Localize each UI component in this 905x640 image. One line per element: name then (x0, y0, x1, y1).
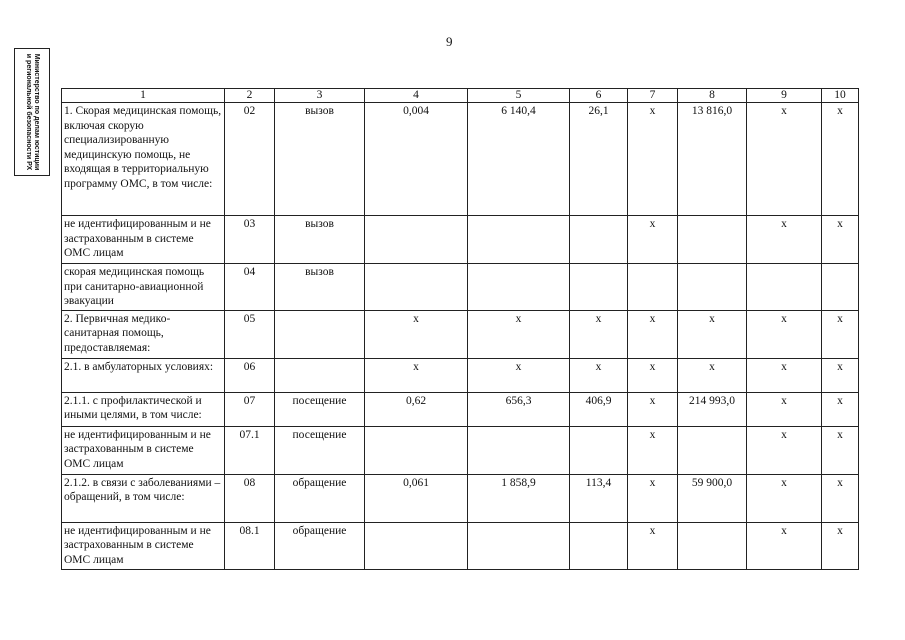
table-cell: х (747, 474, 822, 522)
row-label-cell: 2.1. в амбулаторных условиях: (62, 358, 225, 392)
table-cell: 02 (225, 103, 275, 216)
table-cell (365, 216, 468, 264)
table-cell: х (822, 522, 859, 569)
table-cell: 59 900,0 (678, 474, 747, 522)
table-cell: х (747, 392, 822, 426)
table-cell: х (678, 358, 747, 392)
header-row (62, 89, 859, 103)
table-row (62, 474, 859, 522)
column-header: 10 (822, 89, 859, 103)
table-cell: х (365, 310, 468, 358)
table-cell: 0,004 (365, 103, 468, 216)
table-cell: х (747, 310, 822, 358)
table-cell: х (822, 474, 859, 522)
table-row (62, 358, 859, 392)
table-cell: х (365, 358, 468, 392)
table-cell: х (747, 522, 822, 569)
column-header: 7 (628, 89, 678, 103)
table-cell: х (822, 310, 859, 358)
table-cell: х (628, 103, 678, 216)
table-cell: вызов (275, 216, 365, 264)
table-cell: х (747, 216, 822, 264)
column-header: 9 (747, 89, 822, 103)
table-row (62, 522, 859, 569)
table-cell (275, 358, 365, 392)
row-label-cell: 2.1.1. с профилактической и иными целями, в том числе: (62, 392, 225, 426)
table-cell (468, 426, 570, 474)
table-cell: х (747, 358, 822, 392)
column-header: 3 (275, 89, 365, 103)
table-cell (365, 264, 468, 311)
table-cell: 05 (225, 310, 275, 358)
column-header: 5 (468, 89, 570, 103)
table-cell: 1 858,9 (468, 474, 570, 522)
table-cell (365, 522, 468, 569)
page-number: 9 (446, 34, 453, 49)
column-header: 1 (62, 89, 225, 103)
table-cell: х (822, 103, 859, 216)
table-cell: х (628, 358, 678, 392)
table-cell: х (468, 358, 570, 392)
table-cell (628, 264, 678, 311)
table-cell: х (628, 310, 678, 358)
table-cell: обращение (275, 522, 365, 569)
table-cell: х (628, 216, 678, 264)
table-cell: 06 (225, 358, 275, 392)
table-cell: х (570, 310, 628, 358)
table-cell: 0,061 (365, 474, 468, 522)
table-cell (678, 264, 747, 311)
table-cell: вызов (275, 103, 365, 216)
table-cell: 13 816,0 (678, 103, 747, 216)
table-cell: вызов (275, 264, 365, 311)
table-cell: х (468, 310, 570, 358)
table-cell: 03 (225, 216, 275, 264)
row-label-cell: скорая медицинская помощь при санитарно-авиационной эвакуации (62, 264, 225, 311)
table-cell: 0,62 (365, 392, 468, 426)
table-cell: 113,4 (570, 474, 628, 522)
table-cell (570, 216, 628, 264)
registration-stamp (14, 48, 50, 176)
table-cell (570, 264, 628, 311)
table-row (62, 264, 859, 311)
table-row (62, 392, 859, 426)
table-cell: обращение (275, 474, 365, 522)
table-cell: х (747, 103, 822, 216)
row-label-cell: не идентифицированным и не застрахованным в системе ОМС лицам (62, 522, 225, 569)
table-cell (275, 310, 365, 358)
table-cell: х (747, 426, 822, 474)
table-cell (747, 264, 822, 311)
table-cell (468, 264, 570, 311)
table-cell: х (822, 426, 859, 474)
table-cell: 26,1 (570, 103, 628, 216)
table-cell (570, 426, 628, 474)
table-cell: х (822, 358, 859, 392)
table-cell (678, 216, 747, 264)
table-cell (468, 522, 570, 569)
table-cell (822, 264, 859, 311)
table-cell (678, 522, 747, 569)
table-cell (365, 426, 468, 474)
table-row (62, 216, 859, 264)
column-header: 2 (225, 89, 275, 103)
table-row (62, 103, 859, 216)
table-cell: х (628, 522, 678, 569)
table-cell (570, 522, 628, 569)
row-label-cell: не идентифицированным и не застрахованным в системе ОМС лицам (62, 426, 225, 474)
table-cell: 07 (225, 392, 275, 426)
row-label-cell: 1. Скорая медицинская помощь, включая скорую специализированную медицинскую помощь, не входящая в территориальную программу ОМС, в том числе: (62, 103, 225, 216)
table-cell: х (628, 392, 678, 426)
table-cell: 214 993,0 (678, 392, 747, 426)
table-cell: 656,3 (468, 392, 570, 426)
table-row (62, 426, 859, 474)
table-cell: 406,9 (570, 392, 628, 426)
table-cell: 6 140,4 (468, 103, 570, 216)
table-cell: 04 (225, 264, 275, 311)
table-cell: 08.1 (225, 522, 275, 569)
stamp-text: Министерство по делам юстиции и региональной безопасности РХ (25, 53, 40, 171)
column-header: 6 (570, 89, 628, 103)
table-cell: х (822, 216, 859, 264)
table-row (62, 310, 859, 358)
table-cell: посещение (275, 426, 365, 474)
row-label-cell: не идентифицированным и не застрахованным в системе ОМС лицам (62, 216, 225, 264)
table-cell: х (628, 474, 678, 522)
program-table (61, 88, 859, 570)
column-header: 8 (678, 89, 747, 103)
table-cell: 07.1 (225, 426, 275, 474)
table-cell: посещение (275, 392, 365, 426)
table-cell: 08 (225, 474, 275, 522)
table-cell: х (822, 392, 859, 426)
table-cell (468, 216, 570, 264)
row-label-cell: 2. Первичная медико-санитарная помощь, предоставляемая: (62, 310, 225, 358)
table-body (62, 103, 859, 570)
row-label-cell: 2.1.2. в связи с заболеваниями – обращений, в том числе: (62, 474, 225, 522)
table-cell: х (628, 426, 678, 474)
table-cell: х (678, 310, 747, 358)
table-cell (678, 426, 747, 474)
column-header: 4 (365, 89, 468, 103)
table-cell: х (570, 358, 628, 392)
